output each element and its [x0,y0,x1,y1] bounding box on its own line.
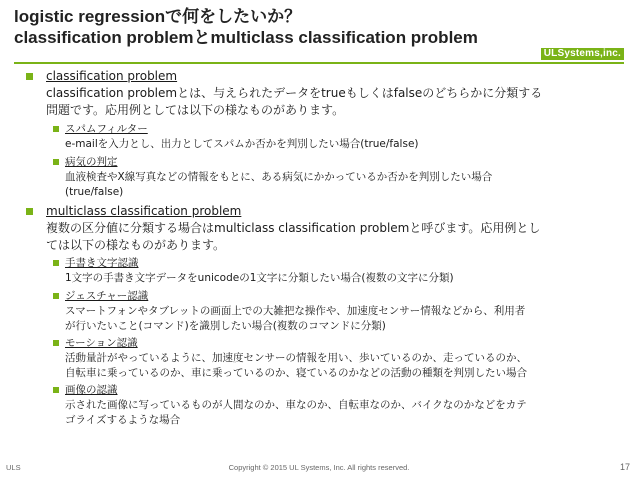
slide-title [14,6,624,48]
item-heading: モーション認識 [65,337,138,349]
footer-company: ULS [6,463,21,472]
item-body: ては以下の様なものがあります。 [46,238,226,252]
company-logo: ULSystems,inc. [541,48,624,60]
item-body: ゴライズするような場合 [65,414,181,426]
square-bullet-icon [53,293,59,299]
square-bullet-icon [53,387,59,393]
item-body: 問題です。応用例としては以下の様なものがあります。 [46,103,345,117]
item-body: 示された画像に写っているものが人間なのか、車なのか、自転車なのか、バイクなのかなどをカテ [65,399,527,411]
sub-item-image [53,383,624,428]
item-heading: multiclass classification problem [46,204,242,218]
item-body: が行いたいこと(コマンド)を識別したい場合(複数のコマンドに分類) [65,320,386,332]
bullet-item-classification [26,68,624,119]
item-heading: classification problem [46,69,178,83]
square-bullet-icon [53,340,59,346]
square-bullet-icon [53,260,59,266]
sub-item-gesture [53,289,624,334]
slide-title-line-2: classification problemとmulticlass classification problem [14,28,478,47]
square-bullet-icon [53,126,59,132]
slide-title-line-1: logistic regressionで何をしたいか？ [14,7,302,26]
item-body: 複数の区分値に分類する場合はmulticlass classification problemと呼びます。応用例とし [46,221,541,235]
item-heading: 病気の判定 [65,156,118,168]
item-heading: 手書き文字認識 [65,257,139,269]
item-body: e-mailを入力とし、出力としてスパムか否かを判別したい場合(true/false) [65,138,419,150]
square-bullet-icon [53,159,59,165]
sub-item-handwriting [53,256,624,286]
footer-copyright: Copyright © 2015 UL Systems, Inc. All rights reserved. [228,463,410,472]
sub-item-spam-filter [53,122,624,152]
item-heading: スパムフィルター [65,123,148,135]
item-body: 1文字の手書き文字データをunicodeの1文字に分類したい場合(複数の文字に分類) [65,272,454,284]
item-body: 活動量計がやっているように、加速度センサーの情報を用い、歩いているのか、走っているのか、 [65,352,527,364]
item-heading: ジェスチャー認識 [65,290,149,302]
page-number: 17 [619,462,630,472]
item-body: スマートフォンやタブレットの画面上での大雑把な操作や、加速度センサー情報などから、利用者 [65,305,526,317]
title-divider [14,62,624,64]
bullet-item-multiclass [26,203,624,254]
item-heading: 画像の認識 [65,384,118,396]
sub-item-motion [53,336,624,381]
item-body: (true/false) [65,186,124,198]
sub-item-disease [53,155,624,200]
item-body: 血液検査やX線写真などの情報をもとに、ある病気にかかっているか否かを判別したい場合 [65,171,493,183]
item-body: 自転車に乗っているのか、車に乗っているのか、寝ているのかなどの活動の種類を判別したい場合 [65,367,527,379]
square-bullet-icon [26,73,33,80]
item-body: classification problemとは、与えられたデータをtrueもしくはfalseのどちらかに分類する [46,86,543,100]
square-bullet-icon [26,208,33,215]
